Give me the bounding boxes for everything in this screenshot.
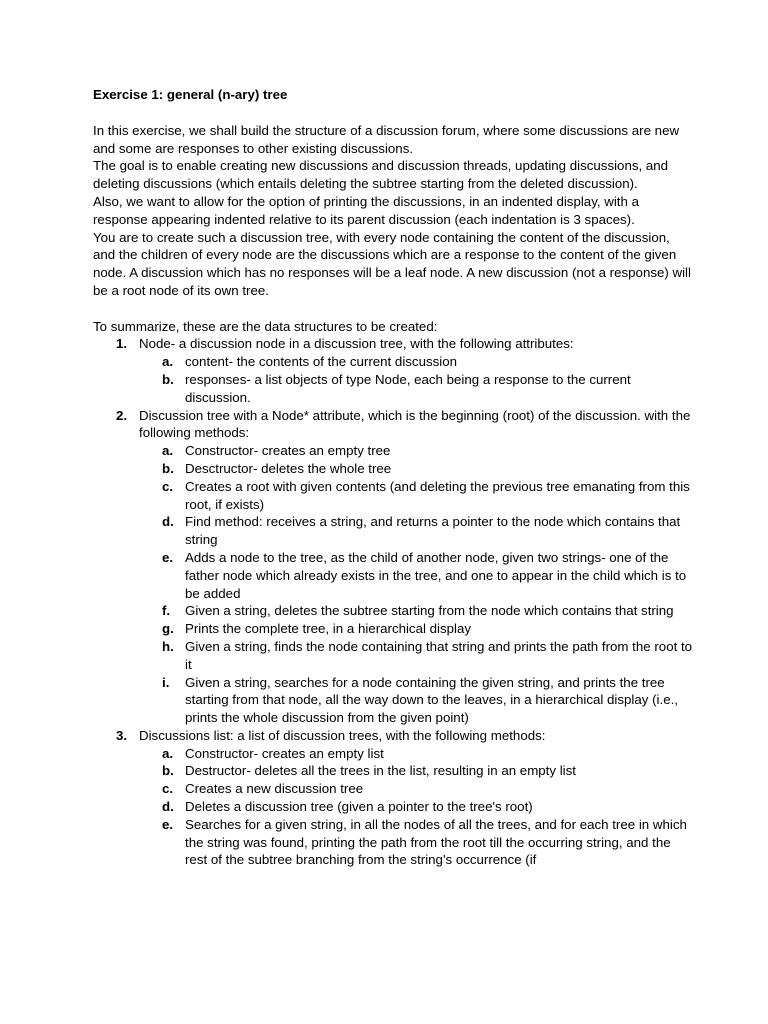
list-number: 1. [116, 336, 128, 352]
list-item-text: Discussions list: a list of discussion trees, with the following methods: [139, 727, 546, 743]
sub-list-text: Constructor- creates an empty list [185, 745, 384, 761]
sub-list-letter: h. [162, 638, 174, 654]
sub-list-letter: a. [162, 354, 174, 370]
sub-list-text: Given a string, searches for a node containing the given string, and prints the tree starting from that node, all the way down to the leaves, in a hierarchical display (i.e., prints the whole discussion from the given point) [185, 674, 678, 726]
sub-list-letter: f. [162, 603, 171, 619]
sub-list-text: Adds a node to the tree, as the child of another node, given two strings- one of the father node which already exists in the tree, and one to appear in the child which is to be added [185, 549, 687, 601]
intro-paragraph-2: The goal is to enable creating new discussions and discussion threads, updating discussions, and deleting discussions (which entails deleting the subtree starting from the deleted discussion). [93, 158, 669, 192]
sub-list [139, 442, 693, 727]
list-item-discussions-list [93, 727, 693, 869]
sub-list-text: Destructor- deletes all the trees in the list, resulting in an empty list [185, 763, 576, 779]
intro-paragraph-1: In this exercise, we shall build the structure of a discussion forum, where some discussions are new and some are responses to other existing discussions. [93, 122, 680, 156]
list-item-text: Discussion tree with a Node* attribute, which is the beginning (root) of the discussion. with the following methods: [139, 407, 691, 441]
sub-list-item [139, 478, 693, 514]
sub-list-item [139, 442, 693, 460]
sub-list-letter: g. [162, 621, 174, 637]
sub-list-text: Given a string, deletes the subtree starting from the node which contains that string [185, 603, 674, 619]
sub-list [139, 353, 693, 406]
sub-list-letter: d. [162, 799, 174, 815]
sub-list-text: Given a string, finds the node containing that string and prints the path from the root to it [185, 638, 693, 672]
sub-list-item [139, 638, 693, 674]
list-item-discussion-tree [93, 407, 693, 727]
list-item-text: Node- a discussion node in a discussion tree, with the following attributes: [139, 336, 574, 352]
sub-list-text: responses- a list objects of type Node, each being a response to the current discussion. [185, 371, 631, 405]
sub-list-text: Desctructor- deletes the whole tree [185, 460, 392, 476]
exercise-title: Exercise 1: general (n-ary) tree [93, 87, 288, 102]
sub-list-text: Creates a new discussion tree [185, 781, 364, 797]
sub-list-text: Searches for a given string, in all the nodes of all the trees, and for each tree in which the string was found, printing the path from the root till the occurring string, and the rest of the subtree branching from the string's occurrence (if [185, 816, 687, 868]
list-item-node [93, 335, 693, 406]
sub-list-letter: i. [162, 674, 170, 690]
sub-list-item [139, 353, 693, 371]
sub-list-letter: b. [162, 763, 174, 779]
sub-list-letter: e. [162, 816, 174, 832]
sub-list-item [139, 549, 693, 602]
sub-list-item [139, 762, 693, 780]
sub-list-text: Prints the complete tree, in a hierarchical display [185, 621, 472, 637]
summary-intro: To summarize, these are the data structures to be created: [93, 318, 438, 334]
sub-list-item [139, 460, 693, 478]
sub-list-item [139, 745, 693, 763]
sub-list-text: content- the contents of the current discussion [185, 354, 458, 370]
document-content [93, 86, 693, 869]
sub-list-text: Creates a root with given contents (and deleting the previous tree emanating from this root, if exists) [185, 478, 690, 512]
sub-list-item [139, 620, 693, 638]
data-structures-list [93, 335, 693, 869]
sub-list-text: Deletes a discussion tree (given a pointer to the tree's root) [185, 799, 533, 815]
sub-list-text: Constructor- creates an empty tree [185, 443, 391, 459]
paragraph-gap [93, 300, 693, 318]
list-number: 2. [116, 407, 128, 423]
sub-list-item [139, 674, 693, 727]
sub-list-item [139, 513, 693, 549]
sub-list-letter: d. [162, 514, 174, 530]
sub-list-letter: a. [162, 745, 174, 761]
sub-list-letter: b. [162, 460, 174, 476]
sub-list-item [139, 816, 693, 869]
sub-list-letter: c. [162, 478, 174, 494]
intro-paragraph-4: You are to create such a discussion tree, with every node containing the content of the discussion, and the children of every node are the discussions which are a response to the content of the given node. A discussion which has no responses will be a leaf node. A new discussion (not a response) will be a root node of its own tree. [93, 229, 691, 298]
list-number: 3. [116, 727, 128, 743]
sub-list-item [139, 780, 693, 798]
sub-list-letter: a. [162, 443, 174, 459]
sub-list [139, 745, 693, 870]
sub-list-letter: e. [162, 549, 174, 565]
intro-paragraph-3: Also, we want to allow for the option of printing the discussions, in an indented display, with a response appearing indented relative to its parent discussion (each indentation is 3 spaces). [93, 193, 639, 227]
sub-list-letter: c. [162, 781, 174, 797]
sub-list-item [139, 371, 693, 407]
sub-list-item [139, 602, 693, 620]
sub-list-item [139, 798, 693, 816]
sub-list-text: Find method: receives a string, and returns a pointer to the node which contains that string [185, 514, 681, 548]
sub-list-letter: b. [162, 371, 174, 387]
